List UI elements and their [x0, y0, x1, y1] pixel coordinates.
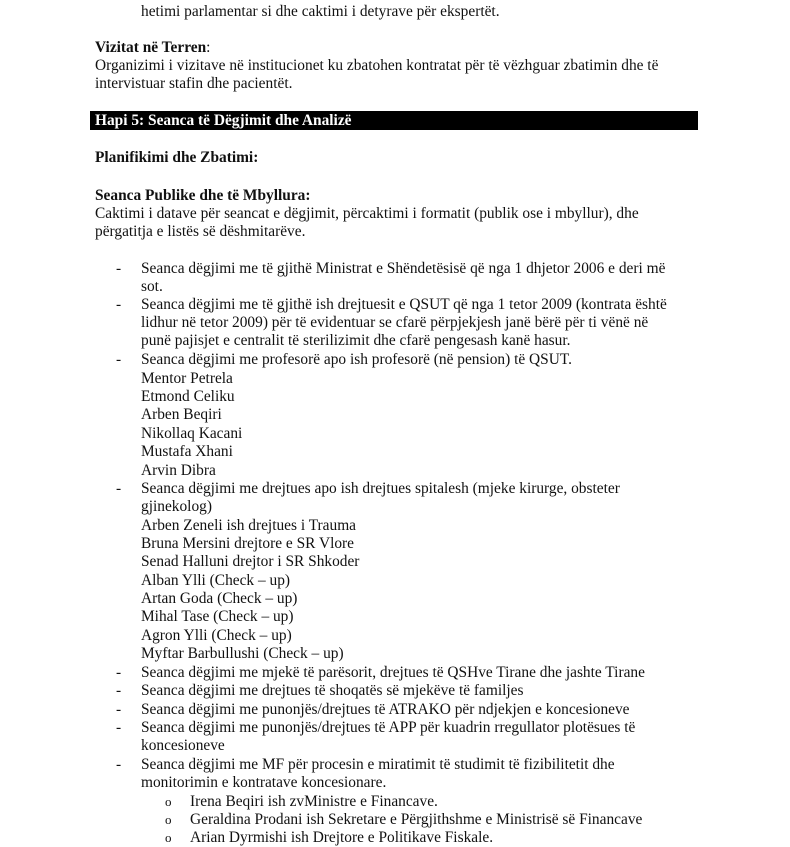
bullet-marker: - [116, 351, 122, 368]
sessions-heading: Seanca Publike dhe të Mbyllura: [95, 187, 311, 204]
person-name: Nikollaq Kacani [141, 425, 243, 442]
step-5-heading-bar [90, 111, 698, 130]
sub-bullet-marker: o [165, 794, 172, 809]
person-name: Mentor Petrela [141, 370, 233, 387]
bullet-marker: - [116, 480, 122, 497]
bullet-marker: - [116, 719, 122, 736]
site-visits-heading-colon: : [206, 39, 211, 56]
bullet-marker: - [116, 296, 122, 313]
sub-item: Geraldina Prodani ish Sekretare e Përgjithshme e Ministrisë së Financave [190, 811, 643, 828]
site-visits-heading [95, 39, 210, 57]
sub-bullet-marker: o [165, 812, 172, 827]
site-visits-text-line: intervistuar stafin dhe pacientët. [95, 75, 293, 92]
planning-heading: Planifikimi dhe Zbatimi: [95, 149, 259, 166]
intro-continuation-line: hetimi parlamentar si dhe caktimi i detyrave për ekspertët. [141, 3, 500, 20]
person-name: Mihal Tase (Check – up) [141, 608, 294, 625]
bullet-line: Seanca dëgjimi me punonjës/drejtues të APP për kuadrin rregullator plotësues të [141, 719, 636, 736]
step-5-heading-text: Hapi 5: Seanca të Dëgjimit dhe Analizë [95, 112, 352, 129]
person-name: Alban Ylli (Check – up) [141, 572, 291, 589]
bullet-line: koncesioneve [141, 737, 225, 754]
bullet-marker: - [116, 682, 122, 699]
bullet-line: Seanca dëgjimi me mjekë të parësorit, drejtues të QSHve Tirane dhe jashte Tirane [141, 664, 645, 681]
person-name: Arben Beqiri [141, 406, 222, 423]
bullet-line: Seanca dëgjimi me të gjithë Ministrat e Shëndetësisë që nga 1 dhjetor 2006 e deri më [141, 260, 666, 277]
bullet-marker: - [116, 260, 122, 277]
bullet-line: Seanca dëgjimi me drejtues apo ish drejtues spitalesh (mjeke kirurge, obsteter [141, 480, 620, 497]
bullet-marker: - [116, 756, 122, 773]
person-name: Arben Zeneli ish drejtues i Trauma [141, 517, 357, 534]
person-name: Etmond Celiku [141, 388, 235, 405]
bullet-line: Seanca dëgjimi me MF për procesin e miratimit të studimit të fizibilitetit dhe [141, 756, 615, 773]
person-name: Arvin Dibra [141, 462, 216, 479]
sub-item: Arian Dyrmishi ish Drejtore e Politikave Fiskale. [190, 829, 494, 846]
bullet-line: Seanca dëgjimi me punonjës/drejtues të ATRAKO për ndjekjen e koncesioneve [141, 701, 630, 718]
person-name: Mustafa Xhani [141, 443, 233, 460]
bullet-line: monitorimin e kontratave koncesionare. [141, 774, 387, 791]
bullet-line: Seanca dëgjimi me të gjithë ish drejtuesit e QSUT që nga 1 tetor 2009 (kontrata është [141, 296, 667, 313]
bullet-line: lidhur në tetor 2009) për të evidentuar se cfarë përpjekjesh janë bërë për ti vënë në [141, 314, 649, 331]
sessions-text-line: Caktimi i datave për seancat e dëgjimit, përcaktimi i formatit (publik ose i mbyllur), dhe [95, 205, 639, 222]
person-name: Myftar Barbullushi (Check – up) [141, 645, 344, 662]
site-visits-heading-text: Vizitat në Terren [95, 39, 207, 56]
bullet-line: sot. [141, 278, 163, 295]
person-name: Senad Halluni drejtor i SR Shkoder [141, 553, 360, 570]
sessions-text-line: përgatitja e listës së dëshmitarëve. [95, 223, 306, 240]
bullet-line: gjinekolog) [141, 498, 212, 515]
bullet-line: Seanca dëgjimi me drejtues të shoqatës së mjekëve të familjes [141, 682, 524, 699]
person-name: Agron Ylli (Check – up) [141, 627, 292, 644]
sub-bullet-marker: o [165, 830, 172, 845]
bullet-line: punë pajisjet e centralit të sterilizimit dhe cfarë pengesash kanë hasur. [141, 332, 571, 349]
person-name: Bruna Mersini drejtore e SR Vlore [141, 535, 355, 552]
sub-item: Irena Beqiri ish zvMinistre e Financave. [190, 793, 438, 810]
person-name: Artan Goda (Check – up) [141, 590, 298, 607]
bullet-marker: - [116, 701, 122, 718]
site-visits-text-line: Organizimi i vizitave në institucionet ku zbatohen kontratat për të vëzhguar zbatimin dhe të [95, 57, 659, 74]
bullet-line: Seanca dëgjimi me profesorë apo ish profesorë (në pension) të QSUT. [141, 351, 572, 368]
bullet-marker: - [116, 664, 122, 681]
